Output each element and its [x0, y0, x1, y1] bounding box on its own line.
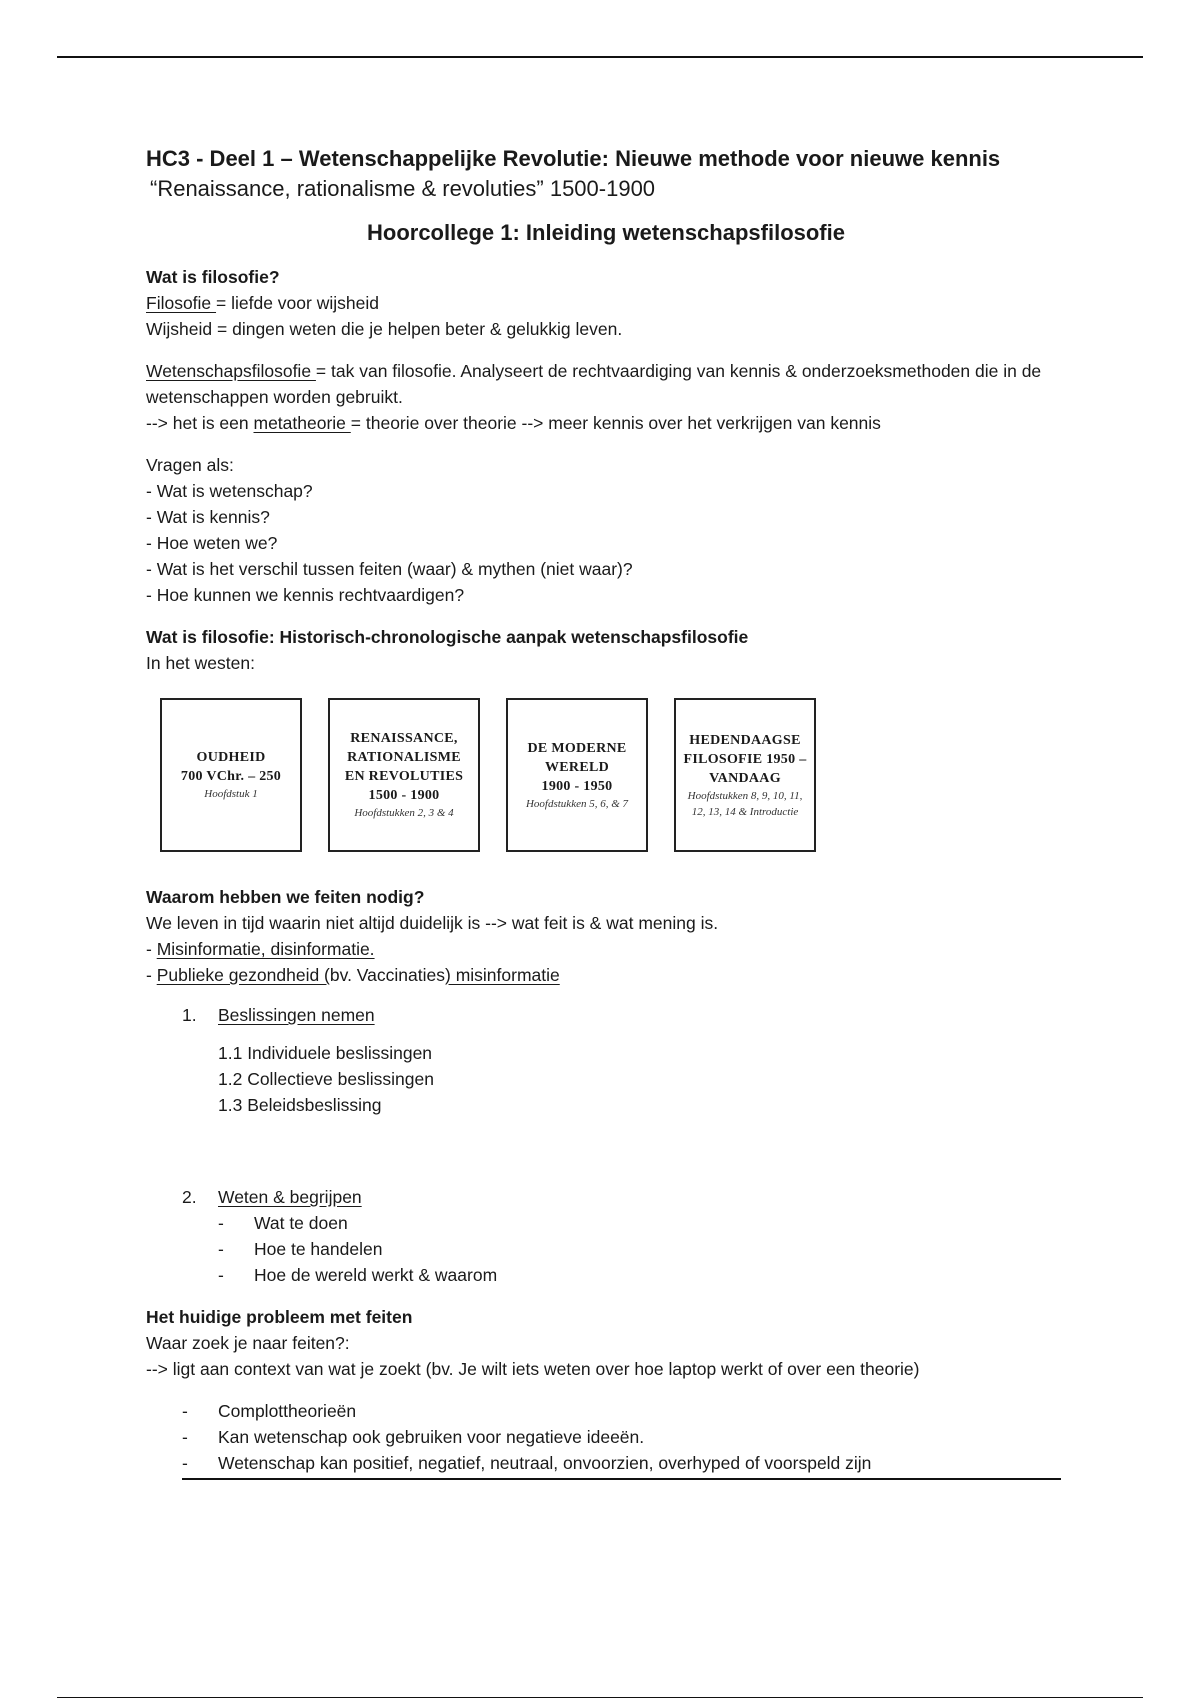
- question-item: - Hoe weten we?: [146, 533, 278, 553]
- dash-text: Wat te doen: [254, 1213, 348, 1233]
- period-box-oudheid: [160, 698, 302, 852]
- period-boxes: [160, 698, 1066, 852]
- list-item-weten: [146, 1184, 1066, 1210]
- question-item: - Hoe kunnen we kennis rechtvaardigen?: [146, 585, 465, 605]
- section-heading-filosofie: Wat is filosofie?: [146, 267, 280, 287]
- period-chapters: Hoofdstukken 2, 3 & 4: [354, 807, 454, 819]
- section-heading-huidige-probleem: Het huidige probleem met feiten: [146, 1307, 413, 1327]
- period-chapters: Hoofdstuk 1: [204, 788, 258, 800]
- dash-text: Hoe de wereld werkt & waarom: [254, 1265, 498, 1285]
- arrow-post: = theorie over theorie --> meer kennis over het verkrijgen van kennis: [350, 413, 881, 433]
- dash-item: - Complottheorieën: [146, 1398, 1066, 1424]
- bullet-text: Publieke gezondheid (: [156, 965, 330, 985]
- lecture-heading: Hoorcollege 1: Inleiding wetenschapsfilosofie: [367, 220, 845, 245]
- period-title: DE MODERNE WERELD: [527, 740, 627, 775]
- dash-text: Kan wetenschap ook gebruiken voor negatieve ideeën.: [218, 1427, 645, 1447]
- period-box-renaissance: [328, 698, 480, 852]
- feiten-context: --> ligt aan context van wat je zoekt (bv. Je wilt iets weten over hoe laptop werkt of over een theorie): [146, 1359, 920, 1379]
- dash-item: - Hoe de wereld werkt & waarom: [146, 1262, 1066, 1288]
- bullet-text: ) misinformatie: [445, 965, 560, 985]
- end-rule: [182, 1478, 1061, 1480]
- period-years: 1900 - 1950: [541, 778, 613, 794]
- list-label: Beslissingen nemen: [218, 1005, 375, 1025]
- list-label: Weten & begrijpen: [218, 1187, 362, 1207]
- term-filosofie: Filosofie: [146, 293, 217, 313]
- metatheorie-line: [146, 410, 1066, 436]
- dash-text: Hoe te handelen: [254, 1239, 383, 1259]
- dash-item: - Hoe te handelen: [146, 1236, 1066, 1262]
- numbered-list: [146, 1002, 1066, 1288]
- top-rule: [57, 56, 1143, 58]
- sub-item: 1.1 Individuele beslissingen: [218, 1043, 433, 1063]
- def-filosofie: = liefde voor wijsheid: [216, 293, 379, 313]
- term-wetenschapsfilosofie: Wetenschapsfilosofie: [146, 361, 316, 381]
- definition-wetenschapsfilosofie: [146, 358, 1066, 410]
- list-item-beslissingen: [146, 1002, 1066, 1028]
- period-title: RENAISSANCE, RATIONALISME EN REVOLUTIES: [344, 731, 464, 784]
- document-body: [146, 144, 1066, 1480]
- question-item: - Wat is wetenschap?: [146, 481, 313, 501]
- document-title: HC3 - Deel 1 – Wetenschappelijke Revolutie: Nieuwe methode voor nieuwe kennis: [146, 146, 1001, 171]
- section-heading-feiten-nodig: Waarom hebben we feiten nodig?: [146, 887, 425, 907]
- period-box-hedendaagse: [674, 698, 816, 852]
- sub-item: 1.3 Beleidsbeslissing: [218, 1095, 382, 1115]
- definition-filosofie: [146, 290, 1066, 316]
- period-years: 700 VChr. – 250: [180, 769, 282, 784]
- bullet-text: Misinformatie, disinformatie.: [156, 939, 375, 959]
- dash-item: - Wetenschap kan positief, negatief, neutraal, onvoorzien, overhyped of voorspeld zijn: [146, 1450, 1066, 1476]
- dash-text: Complottheorieën: [218, 1401, 357, 1421]
- questions-intro: Vragen als:: [146, 455, 234, 475]
- feiten-intro: We leven in tijd waarin niet altijd duidelijk is --> wat feit is & wat mening is.: [146, 913, 719, 933]
- feiten-zoeken: Waar zoek je naar feiten?:: [146, 1333, 350, 1353]
- period-chapters: Hoofdstukken 8, 9, 10, 11, 12, 13, 14 & Introductie: [687, 789, 803, 818]
- list-number: 2.: [182, 1187, 197, 1207]
- question-item: - Wat is kennis?: [146, 507, 270, 527]
- dash-text: Wetenschap kan positief, negatief, neutraal, onvoorzien, overhyped of voorspeld zijn: [218, 1453, 872, 1473]
- bullet-misinformatie: - Misinformatie, disinformatie.: [146, 939, 375, 959]
- period-years: 1500 - 1900: [368, 788, 440, 803]
- arrow-pre: --> het is een: [146, 413, 254, 433]
- bottom-rule: [57, 1697, 1143, 1698]
- list-number: 1.: [182, 1005, 197, 1025]
- section-heading-historisch: Wat is filosofie: Historisch-chronologische aanpak wetenschapsfilosofie: [146, 627, 749, 647]
- bullet-text: bv. Vaccinaties: [329, 965, 445, 985]
- term-wijsheid: Wijsheid: [146, 319, 213, 339]
- question-item: - Wat is het verschil tussen feiten (waar) & mythen (niet waar)?: [146, 559, 633, 579]
- bullet-publieke-gezondheid: - Publieke gezondheid (bv. Vaccinaties) misinformatie: [146, 965, 560, 985]
- period-title: OUDHEID: [196, 750, 266, 765]
- period-box-moderne-wereld: [506, 698, 648, 852]
- definition-wijsheid: [146, 316, 1066, 342]
- sub-item: 1.2 Collectieve beslissingen: [218, 1069, 434, 1089]
- period-chapters: Hoofdstukken 5, 6, & 7: [525, 797, 629, 810]
- dash-item: - Kan wetenschap ook gebruiken voor negatieve ideeën.: [146, 1424, 1066, 1450]
- def-wetenschapsfilosofie: = tak van filosofie. Analyseert de rechtvaardiging van kennis & onderzoeksmethoden die in de wetenschappen worden gebruikt.: [146, 361, 1042, 407]
- def-wijsheid: = dingen weten die je helpen beter & gelukkig leven.: [212, 319, 623, 339]
- intro-westen: In het westen:: [146, 653, 255, 673]
- document-subtitle: “Renaissance, rationalisme & revoluties” 1500-1900: [150, 176, 656, 201]
- period-title: HEDENDAAGSE FILOSOFIE 1950 – VANDAAG: [683, 732, 807, 786]
- dash-item: - Wat te doen: [146, 1210, 1066, 1236]
- term-metatheorie: metatheorie: [253, 413, 351, 433]
